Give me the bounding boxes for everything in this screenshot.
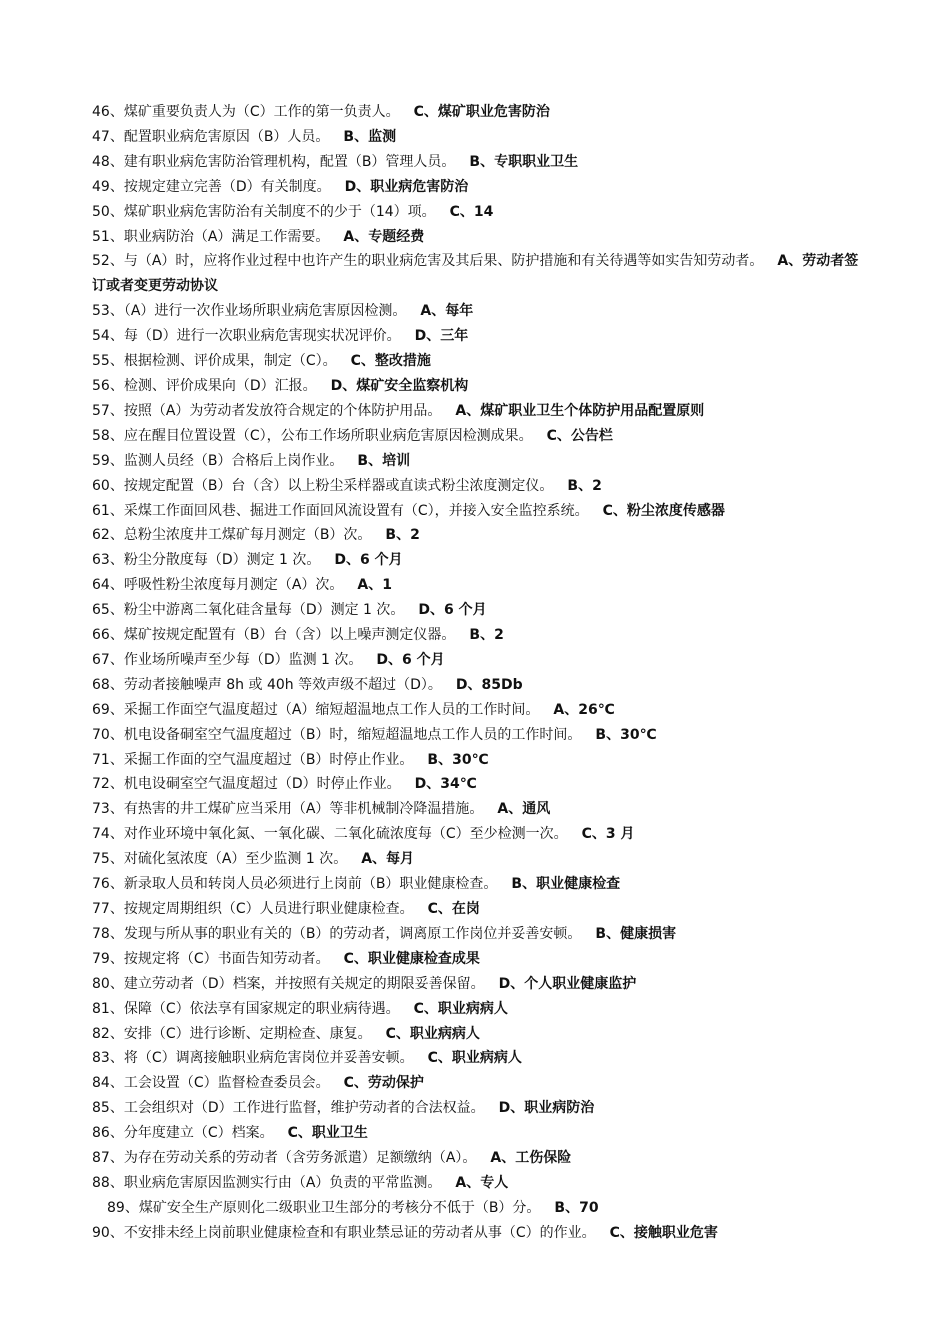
answer-text: D、职业病危害防治 bbox=[344, 178, 469, 195]
question-line bbox=[92, 349, 872, 374]
question-line bbox=[92, 897, 872, 922]
answer-text: A、工伤保险 bbox=[490, 1150, 572, 1167]
question-text: 76、新录取人员和转岗人员必须进行上岗前（B）职业健康检查。 bbox=[92, 876, 498, 893]
question-text: 72、机电设硐室空气温度超过（D）时停止作业。 bbox=[92, 776, 401, 793]
question-text: 58、应在醒目位置设置（C），公布工作场所职业病危害原因检测成果。 bbox=[92, 427, 533, 444]
question-line bbox=[92, 847, 872, 872]
question-line bbox=[92, 748, 872, 773]
question-text: 48、建有职业病危害防治管理机构，配置（B）管理人员。 bbox=[92, 153, 456, 170]
question-line bbox=[92, 673, 872, 698]
answer-text: D、6 个月 bbox=[334, 552, 403, 569]
question-line bbox=[92, 324, 872, 349]
question-text: 61、采煤工作面回风巷、掘进工作面回风流设置有（C），并接入安全监控系统。 bbox=[92, 502, 589, 519]
question-text: 46、煤矿重要负责人为（C）工作的第一负责人。 bbox=[92, 104, 400, 120]
question-text: 82、安排（C）进行诊断、定期检查、康复。 bbox=[92, 1025, 372, 1042]
question-line bbox=[92, 922, 872, 947]
answer-text: C、职业健康检查成果 bbox=[343, 950, 480, 967]
question-text: 70、机电设备硐室空气温度超过（B）时，缩短超温地点工作人员的工作时间。 bbox=[92, 726, 582, 743]
question-line bbox=[92, 772, 872, 797]
answer-text: A、26℃ bbox=[553, 701, 615, 718]
question-line bbox=[92, 1221, 872, 1246]
question-line bbox=[92, 100, 872, 125]
answer-text: B、70 bbox=[554, 1199, 599, 1216]
question-text: 81、保障（C）依法享有国家规定的职业病待遇。 bbox=[92, 1000, 400, 1017]
answer-text: B、职业健康检查 bbox=[511, 876, 621, 893]
question-line bbox=[92, 1096, 872, 1121]
answer-text: C、在岗 bbox=[427, 901, 480, 917]
answer-text: A、劳动者签订或者变更劳动协议 bbox=[92, 253, 859, 295]
question-text: 74、对作业环境中氧化氮、一氧化碳、二氧化硫浓度每（C）至少检测一次。 bbox=[92, 826, 568, 843]
question-line bbox=[92, 1121, 872, 1146]
question-line bbox=[92, 723, 872, 748]
question-line bbox=[92, 1022, 872, 1047]
question-text: 66、煤矿按规定配置有（B）台（含）以上噪声测定仪器。 bbox=[92, 627, 456, 644]
question-line bbox=[92, 499, 872, 524]
question-text: 85、工会组织对（D）工作进行监督，维护劳动者的合法权益。 bbox=[92, 1100, 485, 1117]
question-line bbox=[92, 150, 872, 175]
question-text: 50、煤矿职业病危害防治有关制度不的少于（14）项。 bbox=[92, 203, 436, 220]
question-line bbox=[92, 1071, 872, 1096]
question-text: 79、按规定将（C）书面告知劳动者。 bbox=[92, 950, 330, 967]
question-text: 80、建立劳动者（D）档案，并按照有关规定的期限妥善保留。 bbox=[92, 975, 485, 992]
question-text: 68、劳动者接触噪声 8h 或 40h 等效声级不超过（D）。 bbox=[92, 676, 442, 693]
question-line bbox=[92, 698, 872, 723]
question-text: 71、采掘工作面的空气温度超过（B）时停止作业。 bbox=[92, 751, 414, 768]
question-line bbox=[92, 1171, 872, 1196]
answer-text: B、2 bbox=[385, 527, 420, 544]
question-text: 60、按规定配置（B）台（含）以上粉尘采样器或直读式粉尘浓度测定仪。 bbox=[92, 477, 554, 494]
question-line bbox=[92, 200, 872, 225]
question-text: 49、按规定建立完善（D）有关制度。 bbox=[92, 178, 331, 195]
question-line bbox=[92, 474, 872, 499]
question-text: 88、职业病危害原因监测实行由（A）负责的平常监测。 bbox=[92, 1174, 442, 1191]
question-line bbox=[92, 822, 872, 847]
question-line bbox=[92, 598, 872, 623]
question-text: 78、发现与所从事的职业有关的（B）的劳动者，调离原工作岗位并妥善安顿。 bbox=[92, 925, 582, 942]
answer-text: C、公告栏 bbox=[546, 427, 613, 444]
question-text: 64、呼吸性粉尘浓度每月测定（A）次。 bbox=[92, 577, 344, 594]
answer-text: B、30℃ bbox=[427, 751, 489, 768]
question-text: 56、检测、评价成果向（D）汇报。 bbox=[92, 377, 317, 394]
answer-text: C、煤矿职业危害防治 bbox=[413, 104, 550, 120]
question-text: 86、分年度建立（C）档案。 bbox=[92, 1125, 274, 1142]
answer-text: D、6 个月 bbox=[376, 651, 445, 668]
question-line bbox=[92, 225, 872, 250]
answer-text: C、职业卫生 bbox=[287, 1125, 368, 1142]
question-text: 65、粉尘中游离二氧化硅含量每（D）测定 1 次。 bbox=[92, 602, 405, 619]
question-line bbox=[92, 648, 872, 673]
question-line bbox=[92, 1046, 872, 1071]
question-line bbox=[92, 972, 872, 997]
question-line bbox=[92, 449, 872, 474]
answer-text: B、2 bbox=[567, 477, 602, 494]
question-line bbox=[92, 1196, 872, 1221]
answer-text: B、2 bbox=[469, 627, 504, 644]
question-text: 84、工会设置（C）监督检查委员会。 bbox=[92, 1075, 330, 1092]
answer-text: D、个人职业健康监护 bbox=[498, 975, 637, 992]
question-line bbox=[92, 249, 872, 299]
question-text: 57、按照（A）为劳动者发放符合规定的个体防护用品。 bbox=[92, 402, 442, 419]
question-text: 62、总粉尘浓度井工煤矿每月测定（B）次。 bbox=[92, 527, 372, 544]
answer-text: C、3 月 bbox=[581, 826, 635, 843]
answer-text: A、通风 bbox=[497, 801, 551, 818]
question-line bbox=[92, 299, 872, 324]
answer-text: A、煤矿职业卫生个体防护用品配置原则 bbox=[455, 402, 705, 419]
question-text: 75、对硫化氢浓度（A）至少监测 1 次。 bbox=[92, 851, 348, 868]
answer-text: B、30℃ bbox=[595, 726, 657, 743]
answer-text: A、每年 bbox=[420, 303, 474, 320]
question-line bbox=[92, 374, 872, 399]
question-line bbox=[92, 399, 872, 424]
answer-text: D、85Db bbox=[455, 676, 523, 693]
question-text: 69、采掘工作面空气温度超过（A）缩短超温地点工作人员的工作时间。 bbox=[92, 701, 540, 718]
question-list bbox=[92, 100, 872, 1246]
answer-text: D、6 个月 bbox=[418, 602, 487, 619]
question-text: 90、不安排未经上岗前职业健康检查和有职业禁忌证的劳动者从事（C）的作业。 bbox=[92, 1224, 596, 1241]
answer-text: A、专人 bbox=[455, 1174, 509, 1191]
answer-text: C、粉尘浓度传感器 bbox=[602, 502, 725, 519]
answer-text: D、34℃ bbox=[414, 776, 477, 793]
question-text: 87、为存在劳动关系的劳动者（含劳务派遣）足额缴纳（A）。 bbox=[92, 1150, 477, 1167]
answer-text: A、专题经费 bbox=[343, 228, 425, 245]
question-line bbox=[92, 947, 872, 972]
answer-text: B、专职职业卫生 bbox=[469, 153, 579, 170]
question-text: 73、有热害的井工煤矿应当采用（A）等非机械制冷降温措施。 bbox=[92, 801, 484, 818]
question-text: 83、将（C）调离接触职业病危害岗位并妥善安顿。 bbox=[92, 1050, 414, 1067]
question-line bbox=[92, 797, 872, 822]
question-text: 52、与（A）时，应将作业过程中也许产生的职业病危害及其后果、防护措施和有关待遇等如实告知劳动者。 bbox=[92, 253, 764, 270]
question-text: 89、煤矿安全生产原则化二级职业卫生部分的考核分不低于（B）分。 bbox=[107, 1199, 541, 1216]
question-line bbox=[92, 523, 872, 548]
answer-text: C、职业病病人 bbox=[427, 1050, 522, 1067]
question-line bbox=[92, 573, 872, 598]
answer-text: A、每月 bbox=[361, 851, 415, 868]
question-text: 54、每（D）进行一次职业病危害现实状况评价。 bbox=[92, 328, 401, 345]
answer-text: D、煤矿安全监察机构 bbox=[330, 377, 469, 394]
question-text: 55、根据检测、评价成果，制定（C）。 bbox=[92, 353, 337, 370]
question-text: 77、按规定周期组织（C）人员进行职业健康检查。 bbox=[92, 901, 414, 917]
question-line bbox=[92, 997, 872, 1022]
answer-text: B、监测 bbox=[343, 128, 397, 145]
answer-text: D、职业病防治 bbox=[498, 1100, 595, 1117]
answer-text: C、职业病病人 bbox=[413, 1000, 508, 1017]
answer-text: B、健康损害 bbox=[595, 925, 677, 942]
question-line bbox=[92, 872, 872, 897]
question-text: 67、作业场所噪声至少每（D）监测 1 次。 bbox=[92, 651, 363, 668]
question-text: 59、监测人员经（B）合格后上岗作业。 bbox=[92, 452, 344, 469]
question-line bbox=[92, 1146, 872, 1171]
answer-text: C、整改措施 bbox=[350, 353, 431, 370]
answer-text: C、职业病病人 bbox=[385, 1025, 480, 1042]
answer-text: A、1 bbox=[357, 577, 392, 594]
question-line bbox=[92, 175, 872, 200]
answer-text: B、培训 bbox=[357, 452, 411, 469]
question-line bbox=[92, 548, 872, 573]
question-text: 63、粉尘分散度每（D）测定 1 次。 bbox=[92, 552, 321, 569]
question-text: 53、（A）进行一次作业场所职业病危害原因检测。 bbox=[92, 303, 407, 320]
question-line bbox=[92, 623, 872, 648]
answer-text: C、劳动保护 bbox=[343, 1075, 424, 1092]
question-text: 47、配置职业病危害原因（B）人员。 bbox=[92, 128, 330, 145]
question-line bbox=[92, 424, 872, 449]
question-text: 51、职业病防治（A）满足工作需要。 bbox=[92, 228, 330, 245]
answer-text: C、接触职业危害 bbox=[609, 1224, 718, 1241]
answer-text: C、14 bbox=[449, 203, 494, 220]
answer-text: D、三年 bbox=[414, 328, 469, 345]
question-line bbox=[92, 125, 872, 150]
